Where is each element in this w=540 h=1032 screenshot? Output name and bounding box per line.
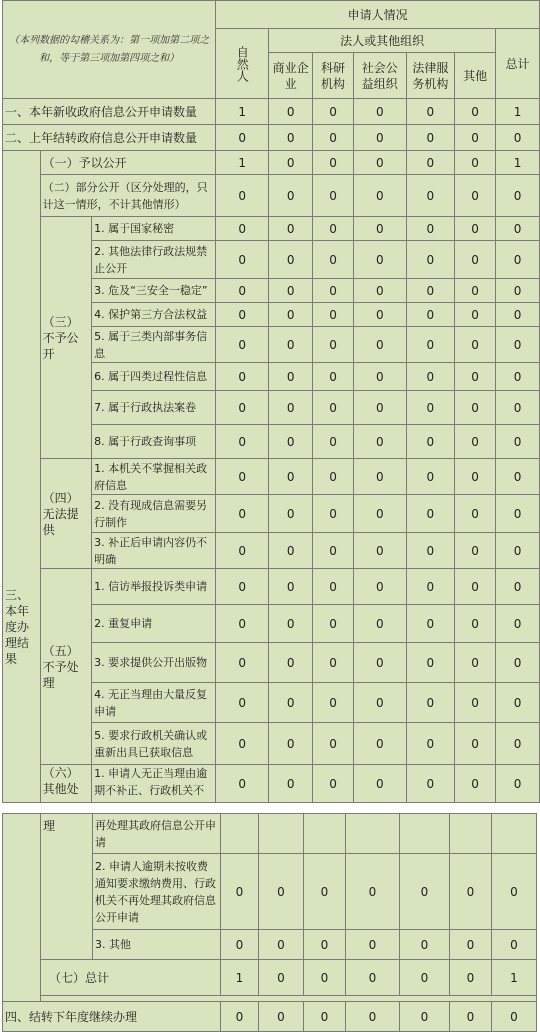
value-cell: 0 <box>455 241 496 279</box>
empty-cell <box>259 814 304 854</box>
value-cell: 0 <box>269 125 313 151</box>
value-cell: 0 <box>216 303 269 327</box>
value-cell: 0 <box>346 1002 400 1032</box>
value-cell: 0 <box>455 151 496 175</box>
row-label: 5. 属于三类内部事务信息 <box>92 327 216 363</box>
value-cell: 0 <box>313 279 354 303</box>
row-label: 7. 属于行政执法案卷 <box>92 391 216 425</box>
value-cell: 0 <box>354 765 406 803</box>
group-six-label-bottom: 理 <box>41 814 93 960</box>
value-cell: 0 <box>354 175 406 217</box>
value-cell: 0 <box>455 327 496 363</box>
value-cell: 0 <box>354 303 406 327</box>
row-label: 3. 其他 <box>93 930 221 960</box>
value-cell: 0 <box>313 605 354 643</box>
value-cell: 0 <box>269 303 313 327</box>
value-cell: 0 <box>496 765 540 803</box>
section-three-continued <box>3 814 41 1002</box>
value-cell: 0 <box>216 125 269 151</box>
value-cell: 0 <box>455 683 496 723</box>
value-cell: 0 <box>455 533 496 569</box>
empty-cell <box>304 814 346 854</box>
value-cell: 0 <box>406 683 455 723</box>
value-cell: 0 <box>354 241 406 279</box>
value-cell: 0 <box>346 960 400 996</box>
header-other: 其他 <box>455 53 496 99</box>
header-legal-service: 法律服务机构 <box>406 53 455 99</box>
value-cell: 0 <box>354 425 406 459</box>
value-cell: 0 <box>406 125 455 151</box>
header-natural-person: 自然人 <box>216 29 269 99</box>
value-cell: 0 <box>354 363 406 391</box>
value-cell: 0 <box>354 605 406 643</box>
value-cell: 0 <box>455 99 496 125</box>
value-cell: 0 <box>221 1002 259 1032</box>
value-cell: 0 <box>269 425 313 459</box>
value-cell: 0 <box>269 683 313 723</box>
value-cell: 0 <box>406 723 455 765</box>
value-cell: 0 <box>313 363 354 391</box>
value-cell: 0 <box>406 391 455 425</box>
value-cell: 0 <box>216 605 269 643</box>
value-cell: 1 <box>216 151 269 175</box>
value-cell: 0 <box>313 391 354 425</box>
header-social: 社会公益组织 <box>354 53 406 99</box>
value-cell: 0 <box>450 960 492 996</box>
value-cell: 0 <box>216 495 269 533</box>
value-cell: 0 <box>400 1002 450 1032</box>
header-total: 总计 <box>496 29 540 99</box>
value-cell: 0 <box>354 569 406 605</box>
value-cell: 0 <box>216 327 269 363</box>
value-cell: 0 <box>496 363 540 391</box>
value-cell: 0 <box>216 459 269 495</box>
value-cell: 0 <box>496 217 540 241</box>
value-cell: 0 <box>354 279 406 303</box>
value-cell: 0 <box>269 151 313 175</box>
row-label: （七）总计 <box>41 960 221 996</box>
value-cell: 0 <box>269 495 313 533</box>
empty-cell <box>400 814 450 854</box>
value-cell: 0 <box>313 723 354 765</box>
value-cell: 0 <box>313 643 354 683</box>
value-cell: 0 <box>496 683 540 723</box>
value-cell: 0 <box>450 854 492 930</box>
value-cell: 0 <box>313 327 354 363</box>
row-label-part: 再处理其政府信息公开申请 <box>93 814 221 854</box>
empty-cell <box>450 814 492 854</box>
row-label: 6. 属于四类过程性信息 <box>92 363 216 391</box>
section-three-text: 三、本年度办理结果 <box>5 587 30 666</box>
row-label: （一）予以公开 <box>40 151 216 175</box>
value-cell: 0 <box>400 960 450 996</box>
value-cell: 0 <box>455 125 496 151</box>
value-cell: 0 <box>354 643 406 683</box>
results-table-bottom <box>2 813 537 1032</box>
value-cell: 0 <box>455 303 496 327</box>
value-cell: 0 <box>259 930 304 960</box>
value-cell: 0 <box>354 723 406 765</box>
value-cell: 0 <box>259 960 304 996</box>
value-cell: 0 <box>216 765 269 803</box>
value-cell: 0 <box>269 391 313 425</box>
value-cell: 0 <box>354 151 406 175</box>
value-cell: 0 <box>216 241 269 279</box>
value-cell: 0 <box>455 495 496 533</box>
value-cell: 0 <box>496 391 540 425</box>
value-cell: 0 <box>406 175 455 217</box>
header-commercial: 商业企业 <box>269 53 313 99</box>
value-cell: 0 <box>304 1002 346 1032</box>
row-label: （二）部分公开（区分处理的，只计这一情形，不计其他情形） <box>40 175 216 217</box>
value-cell: 0 <box>496 175 540 217</box>
value-cell: 1 <box>492 960 537 996</box>
row-label: 4. 保护第三方合法权益 <box>92 303 216 327</box>
value-cell: 0 <box>313 569 354 605</box>
value-cell: 1 <box>221 960 259 996</box>
value-cell: 0 <box>455 425 496 459</box>
value-cell: 0 <box>406 643 455 683</box>
value-cell: 0 <box>259 1002 304 1032</box>
value-cell: 0 <box>216 217 269 241</box>
header-legal-org: 法人或其他组织 <box>269 29 496 53</box>
value-cell: 0 <box>269 327 313 363</box>
value-cell: 0 <box>269 241 313 279</box>
value-cell: 1 <box>496 99 540 125</box>
value-cell: 0 <box>354 327 406 363</box>
value-cell: 0 <box>496 643 540 683</box>
value-cell: 0 <box>496 279 540 303</box>
value-cell: 0 <box>354 99 406 125</box>
row-label: 1. 属于国家秘密 <box>92 217 216 241</box>
group-three-label: （三）不予公开 <box>40 217 92 459</box>
row-label: 一、本年新收政府信息公开申请数量 <box>3 99 216 125</box>
row-label: 4. 无正当理由大量反复申请 <box>92 683 216 723</box>
value-cell: 0 <box>496 425 540 459</box>
value-cell: 0 <box>313 151 354 175</box>
value-cell: 0 <box>400 930 450 960</box>
value-cell: 0 <box>496 125 540 151</box>
value-cell: 0 <box>455 569 496 605</box>
row-label: 3. 要求提供公开出版物 <box>92 643 216 683</box>
value-cell: 0 <box>269 279 313 303</box>
value-cell: 0 <box>455 175 496 217</box>
value-cell: 0 <box>216 391 269 425</box>
value-cell: 0 <box>406 279 455 303</box>
value-cell: 0 <box>313 495 354 533</box>
value-cell: 0 <box>269 99 313 125</box>
value-cell: 1 <box>496 151 540 175</box>
value-cell: 0 <box>269 175 313 217</box>
value-cell: 0 <box>216 533 269 569</box>
value-cell: 0 <box>406 303 455 327</box>
value-cell: 0 <box>346 930 400 960</box>
value-cell: 0 <box>216 683 269 723</box>
value-cell: 0 <box>455 279 496 303</box>
value-cell: 0 <box>496 533 540 569</box>
value-cell: 0 <box>406 99 455 125</box>
value-cell: 0 <box>354 683 406 723</box>
value-cell: 0 <box>406 605 455 643</box>
group-six-label-top: （六）其他处 <box>40 765 92 803</box>
value-cell: 0 <box>406 495 455 533</box>
value-cell: 0 <box>496 241 540 279</box>
row-label-part: 1. 申请人无正当理由逾期不补正、行政机关不 <box>92 765 216 803</box>
value-cell: 0 <box>400 854 450 930</box>
value-cell: 0 <box>406 327 455 363</box>
value-cell: 0 <box>304 854 346 930</box>
value-cell: 0 <box>313 303 354 327</box>
value-cell: 0 <box>313 125 354 151</box>
value-cell: 0 <box>269 723 313 765</box>
value-cell: 0 <box>216 569 269 605</box>
value-cell: 0 <box>313 533 354 569</box>
value-cell: 0 <box>269 765 313 803</box>
value-cell: 0 <box>259 854 304 930</box>
row-label: 1. 本机关不掌握相关政府信息 <box>92 459 216 495</box>
value-cell: 0 <box>406 425 455 459</box>
row-label: 2. 重复申请 <box>92 605 216 643</box>
value-cell: 0 <box>354 391 406 425</box>
value-cell: 0 <box>455 723 496 765</box>
value-cell: 0 <box>406 569 455 605</box>
value-cell: 0 <box>455 605 496 643</box>
value-cell: 0 <box>406 533 455 569</box>
value-cell: 0 <box>406 765 455 803</box>
empty-cell <box>346 814 400 854</box>
value-cell: 0 <box>313 683 354 723</box>
value-cell: 0 <box>221 854 259 930</box>
value-cell: 0 <box>269 459 313 495</box>
value-cell: 0 <box>455 643 496 683</box>
value-cell: 0 <box>269 533 313 569</box>
value-cell: 0 <box>216 279 269 303</box>
value-cell: 0 <box>354 533 406 569</box>
row-label: 5. 要求行政机关确认或重新出具已获取信息 <box>92 723 216 765</box>
value-cell: 0 <box>269 217 313 241</box>
value-cell: 0 <box>313 241 354 279</box>
value-cell: 0 <box>406 217 455 241</box>
value-cell: 0 <box>269 569 313 605</box>
value-cell: 0 <box>354 217 406 241</box>
header-research: 科研机构 <box>313 53 354 99</box>
value-cell: 0 <box>406 151 455 175</box>
value-cell: 0 <box>216 363 269 391</box>
row-label: 二、上年结转政府信息公开申请数量 <box>3 125 216 151</box>
row-label: 3. 补正后申请内容仍不明确 <box>92 533 216 569</box>
value-cell: 0 <box>455 391 496 425</box>
row-label: 2. 其他法律行政法规禁止公开 <box>92 241 216 279</box>
value-cell: 0 <box>216 723 269 765</box>
value-cell: 0 <box>313 459 354 495</box>
value-cell: 0 <box>450 1002 492 1032</box>
value-cell: 0 <box>269 605 313 643</box>
row-label: 2. 没有现成信息需要另行制作 <box>92 495 216 533</box>
row-label: 四、结转下年度继续办理 <box>3 1002 221 1032</box>
value-cell: 0 <box>216 643 269 683</box>
row-label: 3. 危及“三安全一稳定” <box>92 279 216 303</box>
value-cell: 0 <box>496 459 540 495</box>
results-table-top <box>2 0 540 803</box>
empty-cell <box>492 814 537 854</box>
value-cell: 0 <box>450 930 492 960</box>
header-note: （本列数据的勾稽关系为：第一项加第二项之和，等于第三项加第四项之和） <box>3 1 216 99</box>
value-cell: 0 <box>496 327 540 363</box>
value-cell: 0 <box>221 930 259 960</box>
value-cell: 0 <box>455 363 496 391</box>
group-four-label: （四）无法提供 <box>40 459 92 569</box>
section-three-label <box>3 151 41 803</box>
row-label: 8. 属于行政查询事项 <box>92 425 216 459</box>
value-cell: 0 <box>304 960 346 996</box>
value-cell: 0 <box>354 495 406 533</box>
row-label: 1. 信访举报投诉类申请 <box>92 569 216 605</box>
empty-cell <box>221 814 259 854</box>
value-cell: 0 <box>406 241 455 279</box>
value-cell: 1 <box>216 99 269 125</box>
value-cell: 0 <box>455 217 496 241</box>
value-cell: 0 <box>496 723 540 765</box>
value-cell: 0 <box>496 569 540 605</box>
value-cell: 0 <box>304 930 346 960</box>
page-break <box>0 806 540 813</box>
value-cell: 0 <box>455 765 496 803</box>
value-cell: 0 <box>313 765 354 803</box>
row-label: 2. 申请人逾期未按收费通知要求缴纳费用、行政机关不再处理其政府信息公开申请 <box>93 854 221 930</box>
value-cell: 0 <box>313 217 354 241</box>
value-cell: 0 <box>346 854 400 930</box>
value-cell: 0 <box>406 459 455 495</box>
value-cell: 0 <box>216 175 269 217</box>
value-cell: 0 <box>313 425 354 459</box>
value-cell: 0 <box>313 175 354 217</box>
value-cell: 0 <box>406 363 455 391</box>
value-cell: 0 <box>455 459 496 495</box>
value-cell: 0 <box>496 605 540 643</box>
value-cell: 0 <box>313 99 354 125</box>
group-five-label: （五）不予处理 <box>40 569 92 765</box>
value-cell: 0 <box>354 459 406 495</box>
value-cell: 0 <box>496 303 540 327</box>
value-cell: 0 <box>492 930 537 960</box>
value-cell: 0 <box>496 495 540 533</box>
value-cell: 0 <box>269 643 313 683</box>
header-applicant-situation: 申请人情况 <box>216 1 540 29</box>
value-cell: 0 <box>354 125 406 151</box>
value-cell: 0 <box>216 425 269 459</box>
value-cell: 0 <box>269 363 313 391</box>
value-cell: 0 <box>492 1002 537 1032</box>
value-cell: 0 <box>492 854 537 930</box>
